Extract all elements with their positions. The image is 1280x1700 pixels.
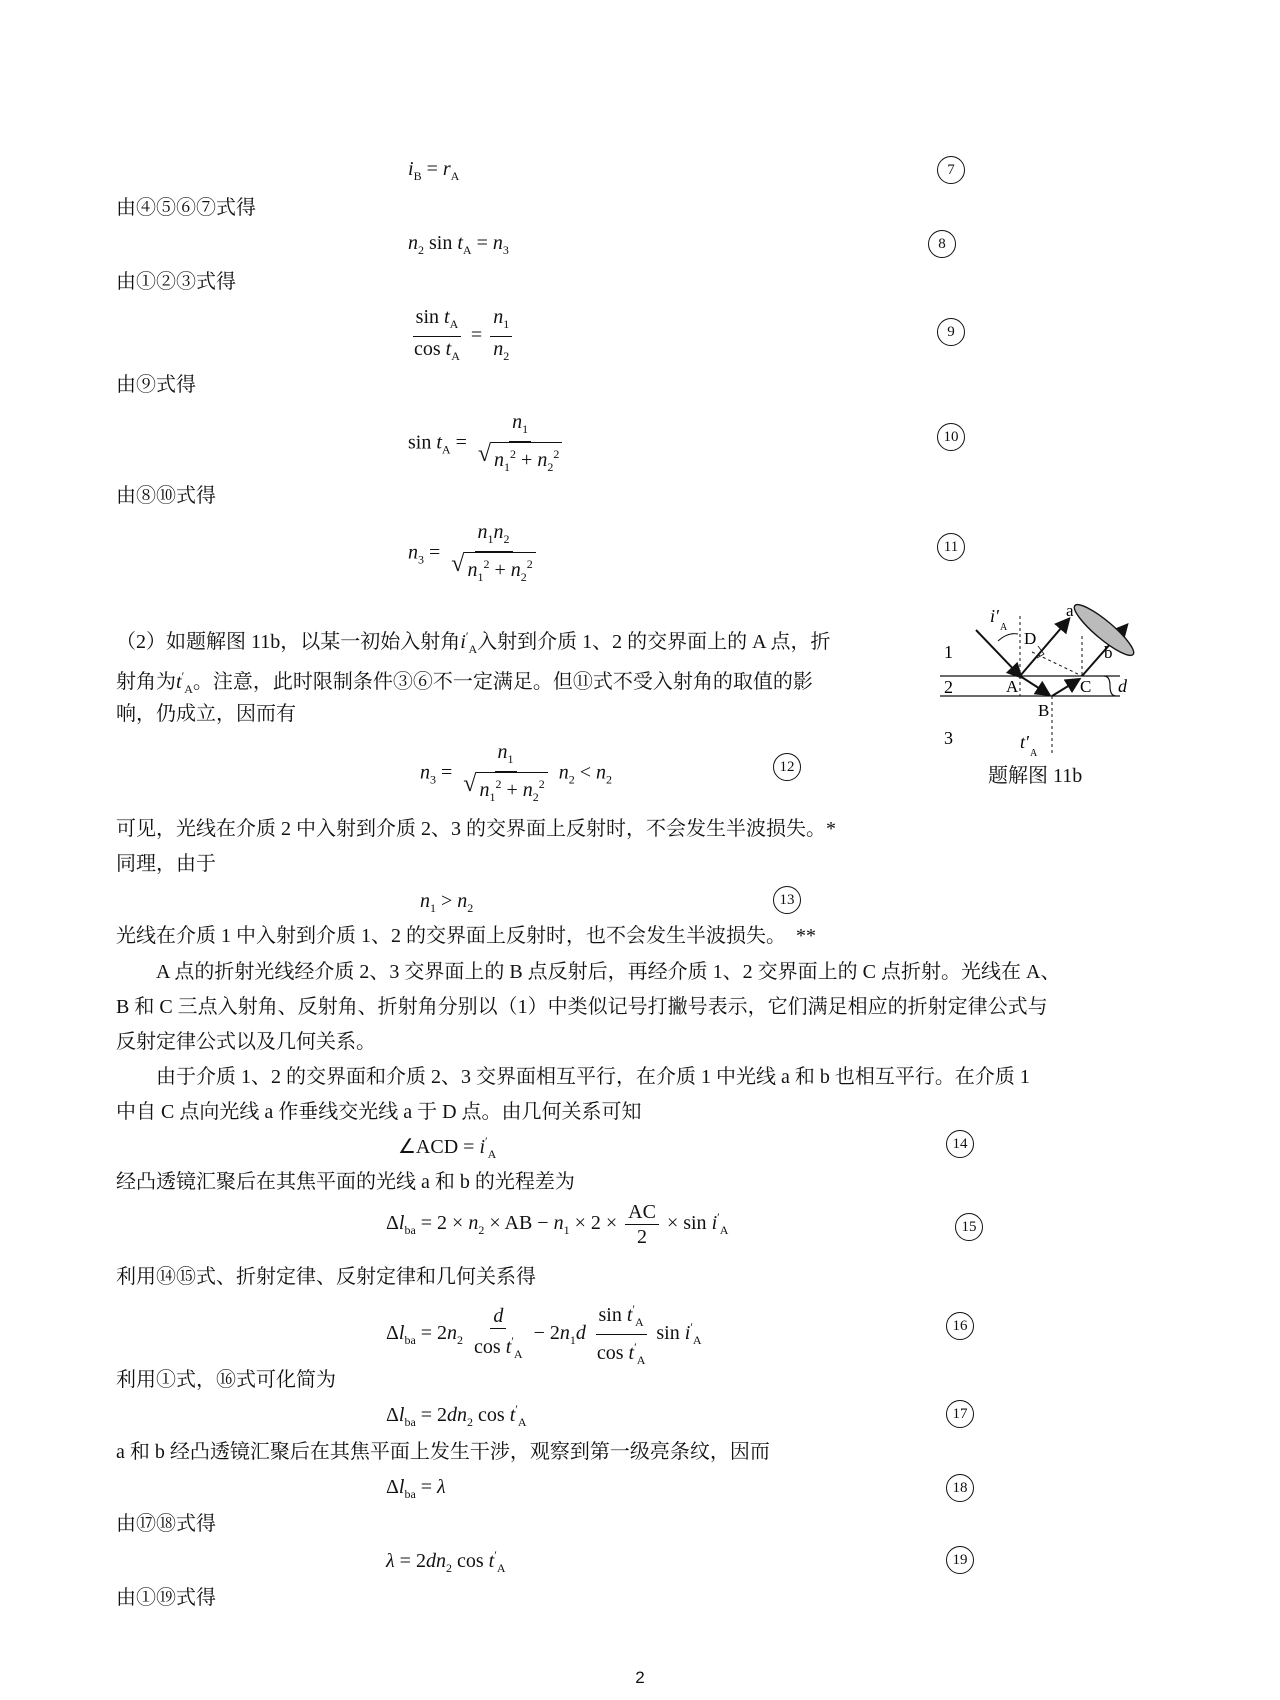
equation-number: 18 <box>946 1474 974 1502</box>
equation-number: 15 <box>955 1213 983 1241</box>
point-d-label: D <box>1024 629 1037 648</box>
text-line: 经凸透镜汇聚后在其焦平面的光线 a 和 b 的光程差为 <box>116 1171 575 1193</box>
ray-a-label: a <box>1066 601 1074 620</box>
paragraph-line: 反射定律公式以及几何关系。 <box>116 1031 376 1053</box>
equation-number: 19 <box>946 1546 974 1574</box>
text-line: 由①②③式得 <box>116 271 236 293</box>
paragraph-line: 由于介质 1、2 的交界面和介质 2、3 交界面相互平行，在介质 1 中光线 a 和 b 也相互平行。在介质 1 <box>156 1066 1030 1088</box>
equation-14: ∠ACD = $i'_A$ <box>398 1134 497 1161</box>
text-line: 由⑨式得 <box>116 374 196 396</box>
text-line: 由①⑲式得 <box>116 1587 216 1609</box>
paragraph-line: 响，仍成立，因而有 <box>116 703 296 725</box>
point-a-label: A <box>1006 677 1019 696</box>
text-line: a 和 b 经凸透镜汇聚后在其焦平面上发生干涉，观察到第一级亮条纹，因而 <box>116 1441 770 1463</box>
equation-10: $\sin t_A$ = $n_1$ √ $n_1^2 + n_2^2$ <box>408 410 568 478</box>
paragraph-line: A 点的折射光线经介质 2、3 交界面上的 B 点反射后，再经介质 1、2 交界面上的 C 点折射。光线在 A、 <box>156 961 1061 983</box>
equation-17: $\Delta l_{ba} = 2dn_2$ $\cos t'_A$ <box>386 1402 527 1429</box>
equation-13: $n_1 > n_2$ <box>420 890 474 915</box>
point-c-label: C <box>1080 677 1092 696</box>
paragraph-line: （2）如题解图 11b，以某一初始入射角$i'_A$入射到介质 1、2 的交界面上的 A 点，折 <box>116 629 831 656</box>
paragraph-line: 射角为$t'_A$。注意，此时限制条件③⑥不一定满足。但⑪式不受入射角的取值的影 <box>116 669 813 696</box>
medium-3-label: 3 <box>944 728 953 748</box>
medium-2-label: 2 <box>944 677 953 697</box>
text-line: 由④⑤⑥⑦式得 <box>116 197 256 219</box>
equation-15: $\Delta l_{ba} = 2 \times n_2$ × AB − $n_1 \times 2$ × $\frac{AC}{2}$ × $\sin i'_A$ <box>386 1201 729 1248</box>
refraction-angle-subscript: A <box>1030 748 1038 759</box>
equation-12: $n_3$ = $n_1$ √ $n_1^2 + n_2^2$ $n_2 < n_2$ <box>420 740 612 808</box>
equation-number: 10 <box>937 423 965 451</box>
equation-number: 17 <box>946 1400 974 1428</box>
equation-number: 16 <box>946 1312 974 1340</box>
medium-1-label: 1 <box>944 642 953 662</box>
equation-11: $n_3$ = $n_1n_2$ √ $n_1^2 + n_2^2$ <box>408 520 542 588</box>
equation-number: 12 <box>773 753 801 781</box>
equation-8: $n_2$ $\sin t_A = n_3$ <box>408 232 509 257</box>
page-number: 2 <box>635 1668 645 1687</box>
paragraph-line: B 和 C 三点入射角、反射角、折射角分别以（1）中类似记号打撇号表示，它们满足相应的折射定律公式与 <box>116 996 1048 1018</box>
equation-18: $\Delta l_{ba} = \lambda$ <box>386 1476 446 1501</box>
text-line: 由⑰⑱式得 <box>116 1513 216 1535</box>
incident-angle-subscript: A <box>1000 622 1008 633</box>
text-line: 光线在介质 1 中入射到介质 1、2 的交界面上反射时，也不会发生半波损失。 ** <box>116 925 816 947</box>
equation-9: $\frac{\sin t_A}{\cos t_A}$ = $\frac{n_1}{n_2}$ <box>408 305 515 368</box>
incident-angle-label: i′ <box>990 606 999 626</box>
equation-number: 14 <box>946 1130 974 1158</box>
paragraph-line: 中自 C 点向光线 a 作垂线交光线 a 于 D 点。由几何关系可知 <box>116 1101 642 1123</box>
figure-caption: 题解图 11b <box>988 765 1083 787</box>
equation-number: 7 <box>937 156 965 184</box>
equation-7: $i_B = r_A$ <box>408 158 460 183</box>
equation-16: $\Delta l_{ba} = 2n_2$ $\frac{d}{\cos t'_A}$ − $2n_1d$ $\frac{\sin t'_A}{\cos t'_A}$ $\sin i'_A$ <box>386 1297 702 1372</box>
point-b-label: B <box>1038 701 1050 720</box>
equation-number: 9 <box>937 318 965 346</box>
ray-b-label: b <box>1104 643 1113 662</box>
refraction-angle-label: t′ <box>1020 732 1029 752</box>
equation-number: 8 <box>928 230 956 258</box>
text-line: 同理，由于 <box>116 853 216 875</box>
text-line: 由⑧⑩式得 <box>116 485 216 507</box>
thickness-d-label: d <box>1118 676 1127 696</box>
text-line: 可见，光线在介质 2 中入射到介质 2、3 的交界面上反射时，不会发生半波损失。* <box>116 818 836 840</box>
text-line: 利用⑭⑮式、折射定律、反射定律和几何关系得 <box>116 1266 536 1288</box>
equation-19: $\lambda = 2dn_2$ $\cos t'_A$ <box>386 1548 506 1575</box>
equation-number: 13 <box>773 886 801 914</box>
equation-number: 11 <box>937 533 965 561</box>
text-line: 利用①式，⑯式可化简为 <box>116 1369 336 1391</box>
